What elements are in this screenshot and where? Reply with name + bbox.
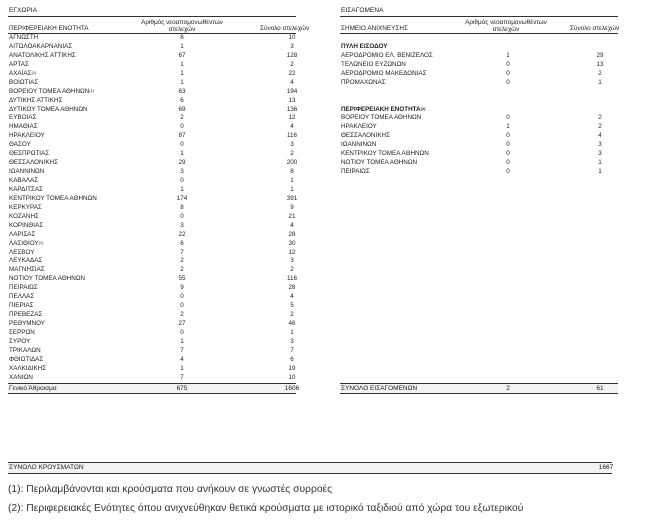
region-row xyxy=(8,70,296,79)
row-name xyxy=(341,79,386,88)
row-total-count: 28 xyxy=(288,284,296,292)
row-name xyxy=(9,34,38,43)
row-name-text: ΘΕΣΠΡΩΤΙΑΣ xyxy=(9,150,50,158)
row-name xyxy=(9,249,34,258)
region-row xyxy=(8,61,296,70)
row-name-text: ΚΕΡΚΥΡΑΣ xyxy=(9,203,42,211)
row-total-count: 3 xyxy=(290,337,294,345)
row-new-count: 4 xyxy=(180,355,184,363)
row-total-count: 2 xyxy=(598,123,602,131)
footnote-marker: (1) xyxy=(31,69,37,75)
domestic-section-title: ΕΓΧΩΡΙΑ xyxy=(8,6,296,17)
region-row xyxy=(8,365,296,374)
row-new-count: 6 xyxy=(180,34,184,41)
region-row xyxy=(8,177,296,186)
row-new-count: 69 xyxy=(178,105,186,113)
row-name xyxy=(9,293,34,302)
region-row xyxy=(8,266,296,275)
row-name xyxy=(341,141,376,150)
row-name-text: ΚΑΒΑΛΑΣ xyxy=(9,177,39,184)
footnote-1: (1): Περιλαμβάνονται και κρούσματα που ανήκουν σε γνωστές συρροές xyxy=(8,484,333,495)
region-row xyxy=(8,204,296,213)
row-name-text: ΚΑΡΔΙΤΣΑΣ xyxy=(9,185,43,193)
row-name xyxy=(9,240,43,249)
row-new-count: 1 xyxy=(180,364,184,372)
row-name xyxy=(9,79,38,88)
col-total-header: Σύνολο στελεχών xyxy=(570,25,620,32)
region-row xyxy=(8,97,296,106)
region-row xyxy=(8,275,296,284)
row-total-count: 1 xyxy=(598,78,602,86)
row-name xyxy=(9,347,41,356)
col-total-header: Σύνολο στελεχών xyxy=(260,25,310,32)
imported-region-row xyxy=(340,114,618,123)
region-row xyxy=(8,34,296,43)
row-name-text: ΙΩΑΝΝΙΝΩΝ xyxy=(9,168,45,176)
row-name-text: ΜΑΓΝΗΣΙΑΣ xyxy=(9,266,45,274)
col-new-header xyxy=(450,19,562,33)
row-total-count: 3 xyxy=(290,257,294,265)
imported-table xyxy=(340,6,618,394)
col-region-header: ΠΕΡΙΦΕΡΕΙΑΚΗ ΕΝΟΤΗΤΑ xyxy=(9,25,89,32)
row-total-count: 4 xyxy=(290,293,294,301)
row-name xyxy=(9,365,46,374)
row-total-count: 10 xyxy=(288,373,296,381)
row-new-count: 2 xyxy=(180,311,184,319)
row-name xyxy=(9,106,88,115)
row-name-text: ΘΑΣΟΥ xyxy=(9,141,31,149)
row-name xyxy=(9,123,38,132)
row-name-text: ΑΡΤΑΣ xyxy=(9,60,29,68)
row-name-text: ΡΕΘΥΜΝΟΥ xyxy=(9,320,45,327)
region-row xyxy=(8,249,296,258)
row-new-count: 22 xyxy=(178,230,186,238)
row-name-text: ΑΕΡΟΔΡΟΜΙΟ ΜΑΚΕΔΟΝΙΑΣ xyxy=(341,69,427,77)
row-new-count: 7 xyxy=(180,373,184,381)
row-total-count: 9 xyxy=(290,203,294,211)
row-new-count: 27 xyxy=(178,320,186,327)
region-row xyxy=(8,311,296,320)
row-name-text: ΚΟΖΑΝΗΣ xyxy=(9,212,39,220)
region-row xyxy=(8,88,296,97)
row-name-text: ΛΑΡΙΣΑΣ xyxy=(9,230,36,238)
row-new-count: 1 xyxy=(180,337,184,345)
region-row xyxy=(8,159,296,168)
row-new-count: 1 xyxy=(180,185,184,193)
row-total-count: 1 xyxy=(598,159,602,167)
row-name-text: ΛΕΥΚΑΔΑΣ xyxy=(9,257,43,265)
region-row xyxy=(8,231,296,240)
row-name xyxy=(9,195,97,204)
row-total-count: 2 xyxy=(290,266,294,274)
row-new-count: 0 xyxy=(180,123,184,131)
row-name-text: ΕΥΒΟΙΑΣ xyxy=(9,114,37,122)
row-name-text: ΗΡΑΚΛΕΙΟΥ xyxy=(341,123,377,131)
row-name-text: ΙΩΑΝΝΙΝΩΝ xyxy=(341,141,377,149)
filler xyxy=(340,177,618,383)
row-name-text: ΦΘΙΩΤΙΔΑΣ xyxy=(9,355,44,363)
row-new-count: 0 xyxy=(180,177,184,184)
imported-region-row xyxy=(340,159,618,168)
col-new-header-line1: Αριθμός νεοαπομονωθέντων xyxy=(465,19,547,26)
row-total-count: 5 xyxy=(290,302,294,310)
row-total-count: 2 xyxy=(598,69,602,77)
region-row xyxy=(8,293,296,302)
region-row xyxy=(8,186,296,195)
region-row xyxy=(8,168,296,177)
row-total-count: 7 xyxy=(290,346,294,354)
region-row xyxy=(8,320,296,329)
row-name xyxy=(341,114,421,123)
row-total-count: 4 xyxy=(290,78,294,86)
row-name-text: ΤΕΛΩΝΕΙΟ ΕΥΖΩΝΩΝ xyxy=(341,60,406,68)
row-name xyxy=(341,123,377,132)
row-name-text: ΑΓΝΩΣΤΗ xyxy=(9,34,39,41)
row-new-count: 6 xyxy=(180,239,184,247)
row-name-text: ΠΕΙΡΑΙΩΣ xyxy=(9,284,38,292)
row-name-text: ΑΝΑΤΟΛΙΚΗΣ ΑΤΤΙΚΗΣ xyxy=(9,51,76,59)
region-row xyxy=(8,79,296,88)
row-name-text: ΑΙΤΩΛΟΑΚΑΡΝΑΝΙΑΣ xyxy=(9,42,73,50)
spacer-row xyxy=(340,97,618,106)
row-name-text: ΑΕΡΟΔΡΟΜΙΟ ΕΛ. ΒΕΝΙΖΕΛΟΣ xyxy=(341,51,433,59)
region-row xyxy=(8,132,296,141)
footnote-2: (2): Περιφερειακές Ενότητες όπου ανιχνεύθηκαν θετικά κρούσματα με ιστορικό ταξιδιού από χώρα του εξωτερικού xyxy=(8,503,524,514)
row-name-text: ΔΥΤΙΚΗΣ ΑΤΤΙΚΗΣ xyxy=(9,96,63,104)
row-total-count: 21 xyxy=(288,212,296,220)
row-name xyxy=(341,52,433,61)
grand-total-label: ΣΥΝΟΛΟ ΚΡΟΥΣΜΑΤΩΝ xyxy=(9,464,84,471)
row-new-count: 1 xyxy=(180,78,184,86)
gate-row xyxy=(340,52,618,61)
row-total-count: 136 xyxy=(286,105,298,113)
row-new-count: 0 xyxy=(180,141,184,149)
row-name-text: ΚΟΡΙΝΘΙΑΣ xyxy=(9,221,44,229)
row-new-count: 0 xyxy=(506,141,510,149)
row-name-text: ΠΡΟΜΑΧΩΝΑΣ xyxy=(341,78,386,86)
row-new-count: 1 xyxy=(506,123,510,131)
region-row xyxy=(8,141,296,150)
row-name xyxy=(9,213,39,222)
row-name xyxy=(9,266,45,275)
row-name xyxy=(9,186,43,195)
row-name xyxy=(9,177,38,186)
row-name xyxy=(9,284,38,293)
row-total-count: 4 xyxy=(290,123,294,131)
region-row xyxy=(8,338,296,347)
region-section-sup: (2) xyxy=(420,105,426,111)
row-name xyxy=(9,88,94,97)
row-name xyxy=(9,141,31,150)
region-row xyxy=(8,329,296,338)
row-name xyxy=(9,374,33,383)
row-new-count: 29 xyxy=(178,159,186,167)
row-total-count: 30 xyxy=(288,239,296,247)
row-total-count: 1 xyxy=(290,177,294,184)
region-row xyxy=(8,52,296,61)
row-total-count: 29 xyxy=(596,51,604,59)
col-new-header-line1: Αριθμός νεοαπομονωθέντων xyxy=(141,19,223,26)
row-new-count: 2 xyxy=(180,114,184,122)
row-total-count: 2 xyxy=(598,114,602,122)
row-name-text: ΑΧΑΪΑΣ xyxy=(9,69,32,77)
row-name xyxy=(341,159,417,168)
row-name-text: ΒΟΡΕΙΟΥ ΤΟΜΕΑ ΑΘΗΝΩΝ xyxy=(9,87,90,95)
row-name xyxy=(341,70,427,79)
imported-section-title: ΕΙΣΑΓΟΜΕΝΑ xyxy=(340,6,618,17)
col-new-header xyxy=(126,19,238,33)
row-name xyxy=(9,231,35,240)
imported-region-row xyxy=(340,123,618,132)
row-new-count: 0 xyxy=(506,60,510,68)
row-total-count: 194 xyxy=(286,87,298,95)
imported-total-new: 2 xyxy=(506,384,510,392)
row-name xyxy=(9,320,45,329)
col-point-header: ΣΗΜΕΙΟ ΑΝΙΧΝΕΥΣΗΣ xyxy=(341,25,408,32)
imported-region-row xyxy=(340,168,618,177)
row-total-count: 2 xyxy=(290,311,294,319)
row-name xyxy=(9,114,36,123)
footnote-marker: (1) xyxy=(38,239,44,245)
row-name-text: ΚΕΝΤΡΙΚΟΥ ΤΟΜΕΑ ΑΘΗΝΩΝ xyxy=(341,150,429,158)
row-new-count: 2 xyxy=(180,266,184,274)
row-total-count: 1 xyxy=(598,168,602,176)
region-section-title xyxy=(340,106,618,115)
row-total-count: 3 xyxy=(290,141,294,149)
row-new-count: 87 xyxy=(178,132,186,140)
region-row xyxy=(8,374,296,383)
row-new-count: 3 xyxy=(180,221,184,229)
gate-rows xyxy=(340,52,618,88)
row-total-count: 116 xyxy=(286,275,298,283)
region-row xyxy=(8,195,296,204)
imported-region-row xyxy=(340,141,618,150)
row-name xyxy=(341,168,370,177)
row-name xyxy=(9,311,42,320)
row-name xyxy=(9,97,62,106)
row-name-text: ΘΕΣΣΑΛΟΝΙΚΗΣ xyxy=(341,132,390,140)
grand-total-value: 1667 xyxy=(598,464,614,471)
row-name xyxy=(9,329,35,338)
row-new-count: 9 xyxy=(180,284,184,292)
region-row xyxy=(8,114,296,123)
row-total-count: 2 xyxy=(290,150,294,158)
grand-total-row xyxy=(8,462,612,474)
row-name-text: ΛΕΣΒΟΥ xyxy=(9,248,35,256)
row-name xyxy=(9,338,30,347)
row-total-count: 22 xyxy=(288,69,296,77)
row-total-count: 1 xyxy=(290,185,294,193)
imported-column-header xyxy=(340,17,618,34)
row-total-count: 3 xyxy=(598,150,602,158)
region-rows xyxy=(340,114,618,177)
row-new-count: 55 xyxy=(178,275,186,283)
row-new-count: 0 xyxy=(506,114,510,122)
gate-section-label: ΠΥΛΗ ΕΙΣΟΔΟΥ xyxy=(341,42,388,50)
spacer-row xyxy=(340,88,618,97)
row-new-count: 6 xyxy=(180,96,184,104)
row-name xyxy=(9,159,58,168)
region-row xyxy=(8,213,296,222)
row-total-count: 1 xyxy=(290,328,294,336)
imported-total-all: 61 xyxy=(596,384,604,392)
row-name xyxy=(341,132,390,141)
row-name-text: ΝΟΤΙΟΥ ΤΟΜΕΑ ΑΘΗΝΩΝ xyxy=(341,159,418,167)
col-new-header-line2: στελεχών xyxy=(492,26,520,33)
gate-row xyxy=(340,61,618,70)
region-row xyxy=(8,106,296,115)
row-total-count: 200 xyxy=(286,159,298,167)
row-name-text: ΧΑΛΚΙΔΙΚΗΣ xyxy=(9,364,47,372)
gate-row xyxy=(340,79,618,88)
row-total-count: 116 xyxy=(286,132,298,140)
row-total-count: 391 xyxy=(286,194,298,202)
imported-region-row xyxy=(340,150,618,159)
row-total-count: 10 xyxy=(288,34,296,41)
region-section-label xyxy=(341,106,425,115)
row-new-count: 8 xyxy=(180,203,184,211)
region-row xyxy=(8,347,296,356)
row-name-text: ΚΕΝΤΡΙΚΟΥ ΤΟΜΕΑ ΑΘΗΝΩΝ xyxy=(9,194,97,202)
row-total-count: 3 xyxy=(598,141,602,149)
row-name xyxy=(9,222,43,231)
row-new-count: 63 xyxy=(178,87,186,95)
row-new-count: 0 xyxy=(180,212,184,220)
row-total-count: 13 xyxy=(288,96,296,104)
row-name-text: ΒΟΙΩΤΙΑΣ xyxy=(9,78,39,86)
row-name xyxy=(9,257,42,266)
row-name-text: ΧΑΝΙΩΝ xyxy=(9,373,33,381)
region-section-text: ΠΕΡΙΦΕΡΕΙΑΚΗ ΕΝΟΤΗΤΑ xyxy=(341,105,421,113)
row-new-count: 0 xyxy=(506,159,510,167)
row-name xyxy=(9,356,43,365)
domestic-total-label: Γενικό Άθροισμα xyxy=(9,384,57,392)
row-new-count: 0 xyxy=(180,293,184,301)
row-name xyxy=(9,168,44,177)
row-name-text: ΒΟΡΕΙΟΥ ΤΟΜΕΑ ΑΘΗΝΩΝ xyxy=(341,114,422,122)
row-name xyxy=(341,61,406,70)
region-row xyxy=(8,257,296,266)
row-new-count: 0 xyxy=(506,150,510,158)
row-total-count: 28 xyxy=(288,230,296,238)
row-name xyxy=(9,70,36,79)
row-total-count: 6 xyxy=(290,355,294,363)
row-total-count: 19 xyxy=(288,364,296,372)
region-row xyxy=(8,284,296,293)
row-name xyxy=(9,204,42,213)
row-name-text: ΝΟΤΙΟΥ ΤΟΜΕΑ ΑΘΗΝΩΝ xyxy=(9,275,86,283)
row-new-count: 0 xyxy=(180,328,184,336)
row-name-text: ΛΑΣΙΘΙΟΥ xyxy=(9,239,39,247)
row-name-text: ΠΕΛΛΑΣ xyxy=(9,293,35,301)
row-name xyxy=(9,132,45,141)
footnote-marker: (1) xyxy=(89,87,95,93)
row-total-count: 4 xyxy=(290,221,294,229)
row-name xyxy=(9,61,29,70)
imported-total-row xyxy=(340,383,618,394)
row-new-count: 2 xyxy=(180,257,184,265)
domestic-rows xyxy=(8,34,296,383)
row-new-count: 0 xyxy=(180,302,184,310)
region-row xyxy=(8,43,296,52)
region-row xyxy=(8,356,296,365)
row-new-count: 0 xyxy=(506,69,510,77)
row-new-count: 174 xyxy=(176,194,188,202)
row-new-count: 3 xyxy=(180,168,184,176)
row-total-count: 46 xyxy=(288,320,296,327)
region-row xyxy=(8,302,296,311)
row-name-text: ΘΕΣΣΑΛΟΝΙΚΗΣ xyxy=(9,159,58,167)
gate-section-title xyxy=(340,43,618,52)
row-name-text: ΠΕΙΡΑΙΩΣ xyxy=(341,168,370,176)
row-new-count: 7 xyxy=(180,346,184,354)
row-name xyxy=(9,302,34,311)
region-row xyxy=(8,240,296,249)
row-name-text: ΤΡΙΚΑΛΩΝ xyxy=(9,346,41,354)
row-new-count: 0 xyxy=(506,168,510,176)
row-name xyxy=(9,275,85,284)
domestic-table xyxy=(8,6,310,394)
row-new-count: 1 xyxy=(180,60,184,68)
gate-row xyxy=(340,70,618,79)
row-name xyxy=(341,150,429,159)
domestic-total-all: 1606 xyxy=(284,384,300,392)
row-new-count: 0 xyxy=(506,132,510,140)
col-new-header-line2: στελεχών xyxy=(168,26,196,33)
row-new-count: 7 xyxy=(180,248,184,256)
row-total-count: 13 xyxy=(596,60,604,68)
domestic-total-new: 675 xyxy=(176,384,188,392)
row-name xyxy=(9,52,76,61)
row-name-text: ΗΡΑΚΛΕΙΟΥ xyxy=(9,132,45,140)
row-new-count: 1 xyxy=(180,42,184,50)
row-total-count: 8 xyxy=(290,168,294,176)
row-total-count: 12 xyxy=(288,248,296,256)
row-total-count: 12 xyxy=(288,114,296,122)
region-row xyxy=(8,123,296,132)
row-new-count: 0 xyxy=(506,78,510,86)
row-name xyxy=(9,150,49,159)
row-new-count: 1 xyxy=(506,51,510,59)
row-new-count: 1 xyxy=(180,150,184,158)
row-new-count: 67 xyxy=(178,51,186,59)
row-name-text: ΔΥΤΙΚΟΥ ΤΟΜΕΑ ΑΘΗΝΩΝ xyxy=(9,105,88,113)
row-new-count: 1 xyxy=(180,69,184,77)
region-row xyxy=(8,150,296,159)
row-name-text: ΣΕΡΡΩΝ xyxy=(9,328,35,336)
row-name xyxy=(9,43,72,52)
domestic-total-row xyxy=(8,383,300,394)
row-name-text: ΗΜΑΘΙΑΣ xyxy=(9,123,38,131)
row-total-count: 4 xyxy=(598,132,602,140)
row-total-count: 2 xyxy=(290,60,294,68)
region-row xyxy=(8,222,296,231)
imported-region-row xyxy=(340,132,618,141)
row-total-count: 3 xyxy=(290,42,294,50)
row-name-text: ΣΥΡΟΥ xyxy=(9,337,31,345)
spacer-row xyxy=(340,34,618,43)
row-name-text: ΠΡΕΒΕΖΑΣ xyxy=(9,311,43,319)
imported-total-label: ΣΥΝΟΛΟ ΕΙΣΑΓΟΜΕΝΩΝ xyxy=(341,384,418,392)
row-name-text: ΠΙΕΡΙΑΣ xyxy=(9,302,34,310)
row-total-count: 128 xyxy=(286,51,298,59)
domestic-column-header xyxy=(8,17,310,34)
